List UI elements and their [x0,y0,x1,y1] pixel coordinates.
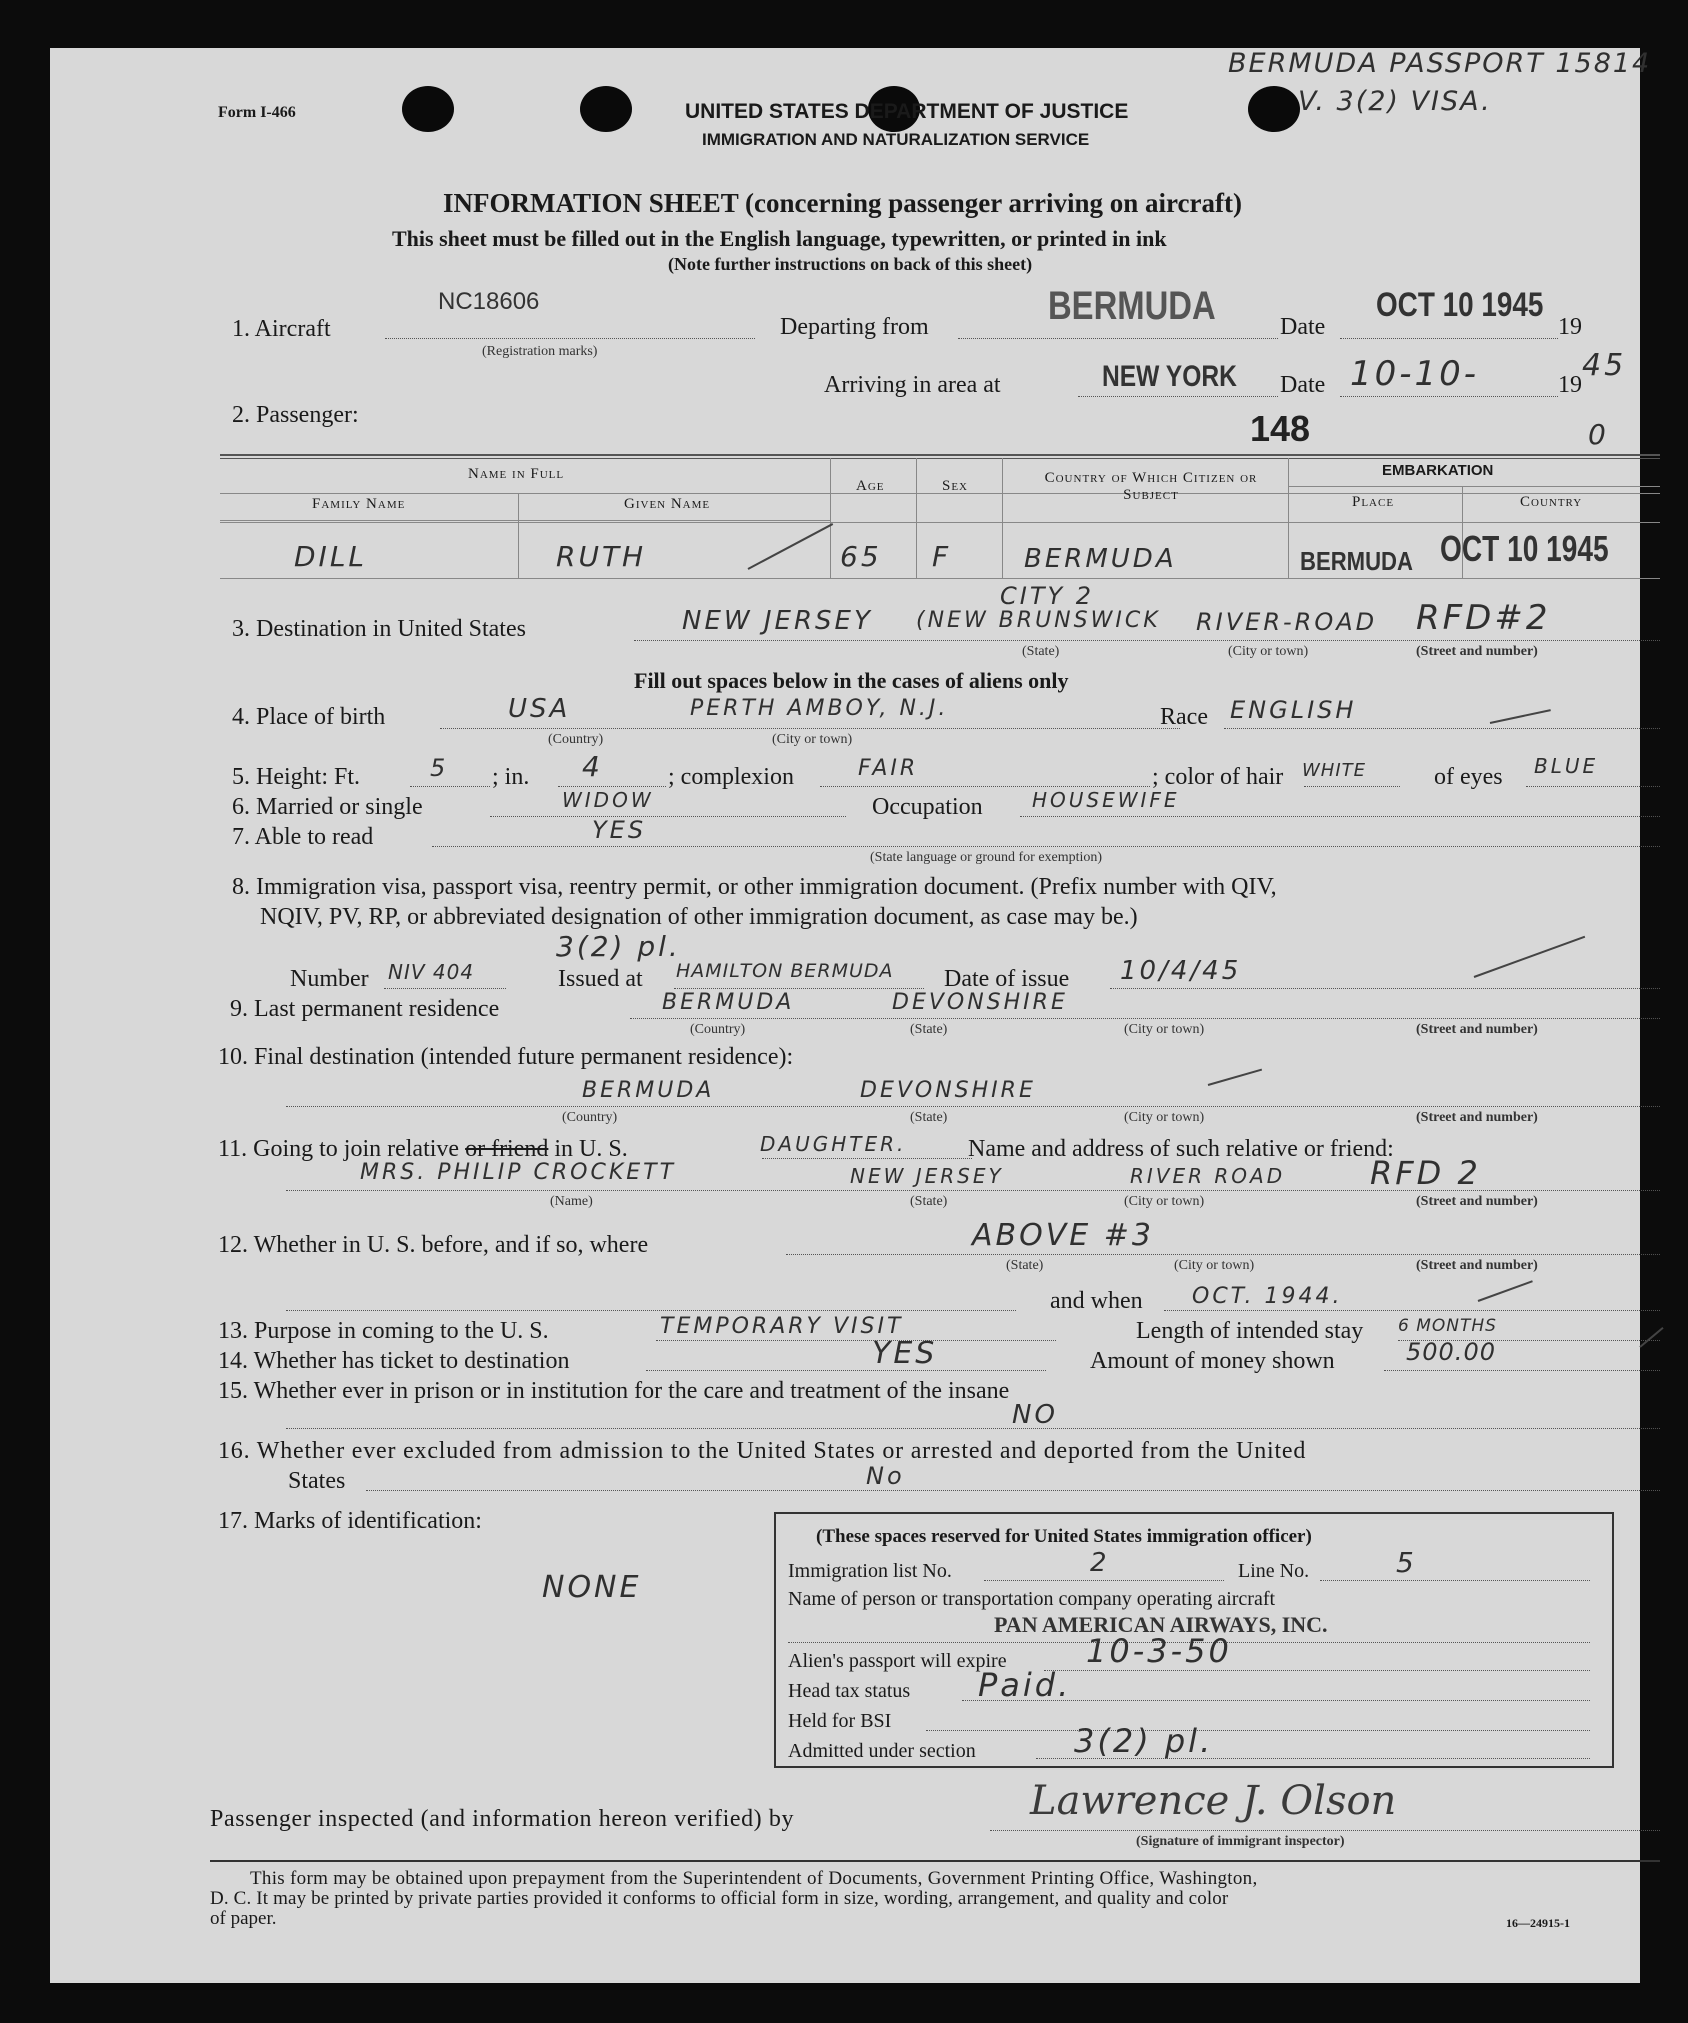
field-11-label: 11. Going to join relative or friend in U. S. [218,1136,628,1162]
complexion-value: FAIR [858,756,919,781]
birth-city-caption: (City or town) [772,732,853,747]
before-when: OCT. 1944. [1192,1284,1343,1309]
signature-caption: (Signature of immigrant inspector) [1136,1834,1345,1849]
relative-city: RIVER ROAD [1130,1164,1286,1188]
held-bsi-label: Held for BSI [788,1710,892,1732]
prison-value: NO [1012,1400,1058,1430]
field-3-label: 3. Destination in United States [232,616,526,642]
aliens-only-heading: Fill out spaces below in the cases of aliens only [634,668,1069,693]
field-8-label: 8. Immigration visa, passport visa, reentry permit, or other immigration document. (Prefix number with QIV, [232,874,1277,900]
inspected-by-label: Passenger inspected (and information hereon verified) by [210,1806,795,1832]
field-4-label: 4. Place of birth [232,704,386,730]
marks-value: NONE [542,1570,642,1605]
complexion-label: ; complexion [668,764,794,790]
punch-hole [402,86,454,132]
height-in-label: ; in. [492,764,530,790]
departure-date-stamp: OCT 10 1945 [1376,286,1544,324]
arriving-label: Arriving in area at [824,372,1001,398]
punch-hole [1248,86,1300,132]
field-12-label: 12. Whether in U. S. before, and if so, where [218,1232,649,1258]
arrival-date-value: 10-10- [1350,354,1480,394]
final-state-caption: (State) [910,1110,948,1125]
country-header: Country [1520,494,1583,510]
corner-note-visa: V. 3(2) VISA. [1298,86,1492,117]
field-13-label: 13. Purpose in coming to the U. S. [218,1318,549,1344]
list-no-label: Immigration list No. [788,1560,952,1582]
race-label: Race [1160,704,1208,730]
destination-state: NEW JERSEY [682,606,873,636]
arrival-year-value: 45 [1582,348,1627,383]
ticket-value: YES [872,1336,938,1371]
height-ft-value: 5 [430,754,449,782]
name-in-full-header: Name in Full [468,466,565,482]
field-1-label: 1. Aircraft [232,316,331,342]
date-of-issue-label: Date of issue [944,966,1070,992]
form-code: 16—24915-1 [1506,1916,1570,1930]
excluded-value: No [866,1462,905,1490]
money-label: Amount of money shown [1090,1348,1335,1374]
list-no-value: 2 [1090,1548,1110,1578]
arrival-date-label: Date [1280,372,1326,398]
before-where: ABOVE #3 [972,1218,1154,1253]
field-10-label: 10. Final destination (intended future permanent residence): [218,1044,794,1070]
embarkation-header: EMBARKATION [1382,462,1494,479]
field-5-label: 5. Height: Ft. [232,764,361,790]
field-6-label: 6. Married or single [232,794,423,820]
field-2-label: 2. Passenger: [232,402,359,428]
admitted-value: 3(2) pl. [1074,1722,1214,1760]
occupation-label: Occupation [872,794,983,820]
head-tax-value: Paid. [978,1666,1072,1704]
destination-street: RIVER-ROAD [1196,608,1378,636]
before-state-caption: (State) [1006,1258,1044,1273]
relative-name-label: Name and address of such relative or friend: [968,1136,1394,1162]
relative-name-caption: (Name) [550,1194,593,1209]
form-sheet [50,48,1652,1983]
field-17-label: 17. Marks of identification: [218,1508,482,1534]
punch-hole [580,86,632,132]
footer-line-1: This form may be obtained upon prepayment from the Superintendent of Documents, Government Printing Office, Washington, [250,1868,1258,1889]
inspector-signature: Lawrence J. Olson [1030,1778,1397,1824]
destination-rfd: RFD#2 [1416,598,1551,638]
birth-country-caption: (Country) [548,732,604,747]
age-header: Age [856,478,885,494]
language-caption: (State language or ground for exemption) [870,850,1103,865]
given-name-value: RUTH [556,540,647,573]
residence-state: DEVONSHIRE [892,990,1068,1015]
occupation-value: HOUSEWIFE [1032,788,1180,812]
field-8-label-2: NQIV, PV, RP, or abbreviated designation of other immigration document, as case may be.) [260,904,1138,930]
final-country: BERMUDA [582,1078,715,1103]
relative-street-caption: (Street and number) [1416,1194,1538,1209]
eyes-label: of eyes [1434,764,1503,790]
check-mark [1208,1069,1262,1086]
birth-city: PERTH AMBOY, N.J. [690,696,949,721]
able-to-read-value: YES [592,816,647,844]
relative-name: MRS. PHILIP CROCKETT [360,1160,677,1185]
relative-city-caption: (City or town) [1124,1194,1205,1209]
form-note: (Note further instructions on back of this sheet) [668,254,1033,274]
sex-header: Sex [942,478,969,494]
residence-country-caption: (Country) [690,1022,746,1037]
passenger-number: 148 [1250,408,1311,449]
embark-place-stamp: BERMUDA [1300,546,1413,576]
arrival-year-prefix: 19 [1558,372,1582,398]
date-of-issue-value: 10/4/45 [1120,956,1242,986]
line-no-value: 5 [1396,1546,1417,1579]
check-mark [1478,1280,1533,1302]
field-16-label-2: States [288,1468,346,1494]
corner-note: BERMUDA PASSPORT 15814 [1228,48,1652,79]
citizen-value: BERMUDA [1024,544,1177,574]
embark-date-stamp: OCT 10 1945 [1440,528,1609,569]
service-name: IMMIGRATION AND NATURALIZATION SERVICE [702,130,1090,149]
purpose-value: TEMPORARY VISIT [660,1314,904,1339]
length-of-stay-value: 6 MONTHS [1398,1316,1497,1336]
check-mark [1474,936,1586,978]
aircraft-value: NC18606 [438,288,540,315]
field-15-label: 15. Whether ever in prison or in institution for the care and treatment of the insane [218,1378,1010,1404]
field-7-label: 7. Able to read [232,824,374,850]
passport-expire-value: 10-3-50 [1086,1632,1232,1670]
date-label: Date [1280,314,1326,340]
year-prefix: 19 [1558,314,1582,340]
form-subtitle: This sheet must be filled out in the English language, typewritten, or printed in ink [392,226,1167,251]
destination-city: (NEW BRUNSWICK [916,608,1161,633]
relative-state-caption: (State) [910,1194,948,1209]
visa-note: 3(2) pl. [556,930,681,963]
final-city-caption: (City or town) [1124,1110,1205,1125]
residence-state-caption: (State) [910,1022,948,1037]
departing-label: Departing from [780,314,929,340]
relative-rfd: RFD 2 [1370,1154,1481,1192]
circled-mark: 0 [1588,418,1609,451]
issued-at-label: Issued at [558,966,643,992]
residence-country: BERMUDA [662,990,795,1015]
sex-value: F [932,540,952,573]
state-caption: (State) [1022,644,1060,659]
passport-expire-label: Alien's passport will expire [788,1650,1007,1672]
head-tax-label: Head tax status [788,1680,911,1702]
departing-stamp: BERMUDA [1048,284,1216,328]
birth-country: USA [508,694,571,724]
citizen-header: Country of Which Citizen or Subject [1044,470,1258,503]
join-relation: DAUGHTER. [760,1132,907,1156]
hair-label: ; color of hair [1152,764,1284,790]
before-city-caption: (City or town) [1174,1258,1255,1273]
registration-caption: (Registration marks) [482,344,598,359]
height-in-value: 4 [582,750,603,783]
department-name: UNITED STATES DEPARTMENT OF JUSTICE [685,100,1129,123]
residence-city-caption: (City or town) [1124,1022,1205,1037]
before-street-caption: (Street and number) [1416,1258,1538,1273]
given-name-header: Given Name [624,496,711,512]
number-label: Number [290,966,369,992]
line-no-label: Line No. [1238,1560,1310,1582]
final-state: DEVONSHIRE [860,1078,1036,1103]
hair-value: WHITE [1302,760,1367,781]
field-9-label: 9. Last permanent residence [230,996,500,1022]
residence-street-caption: (Street and number) [1416,1022,1538,1037]
check-mark [1639,1327,1663,1348]
and-when-label: and when [1050,1288,1143,1314]
footer-line-3: of paper. [210,1908,277,1929]
visa-number: NIV 404 [388,960,475,984]
street-caption: (Street and number) [1416,644,1538,659]
field-16-label: 16. Whether ever excluded from admission to the United States or arrested and deported from the United [218,1438,1307,1464]
final-street-caption: (Street and number) [1416,1110,1538,1125]
officer-box-title: (These spaces reserved for United States immigration officer) [816,1526,1312,1547]
final-country-caption: (Country) [562,1110,618,1125]
destination-city-note: CITY 2 [1000,582,1095,610]
form-title: INFORMATION SHEET (concerning passenger arriving on aircraft) [443,188,1242,218]
check-mark [1490,709,1551,724]
money-value: 500.00 [1406,1338,1496,1366]
footer-line-2: D. C. It may be printed by private parties provided it conforms to official form in size, wording, arrangement, and quality and color [210,1888,1229,1909]
relative-state: NEW JERSEY [850,1164,1004,1188]
family-name-value: DILL [294,540,368,573]
place-header: Place [1352,494,1395,510]
check-mark [748,523,834,570]
arriving-stamp: NEW YORK [1102,360,1237,393]
operator-stamp: PAN AMERICAN AIRWAYS, INC. [994,1612,1328,1637]
marital-value: WIDOW [562,788,654,812]
family-name-header: Family Name [312,496,406,512]
issued-at-value: HAMILTON BERMUDA [676,960,894,982]
race-value: ENGLISH [1230,696,1357,724]
city-caption: (City or town) [1228,644,1309,659]
age-value: 65 [840,540,882,573]
eyes-value: BLUE [1534,754,1599,778]
form-number: Form I-466 [218,104,296,121]
admitted-label: Admitted under section [788,1740,976,1762]
field-14-label: 14. Whether has ticket to destination [218,1348,570,1374]
length-of-stay-label: Length of intended stay [1136,1318,1364,1344]
operator-label: Name of person or transportation company operating aircraft [788,1588,1276,1610]
